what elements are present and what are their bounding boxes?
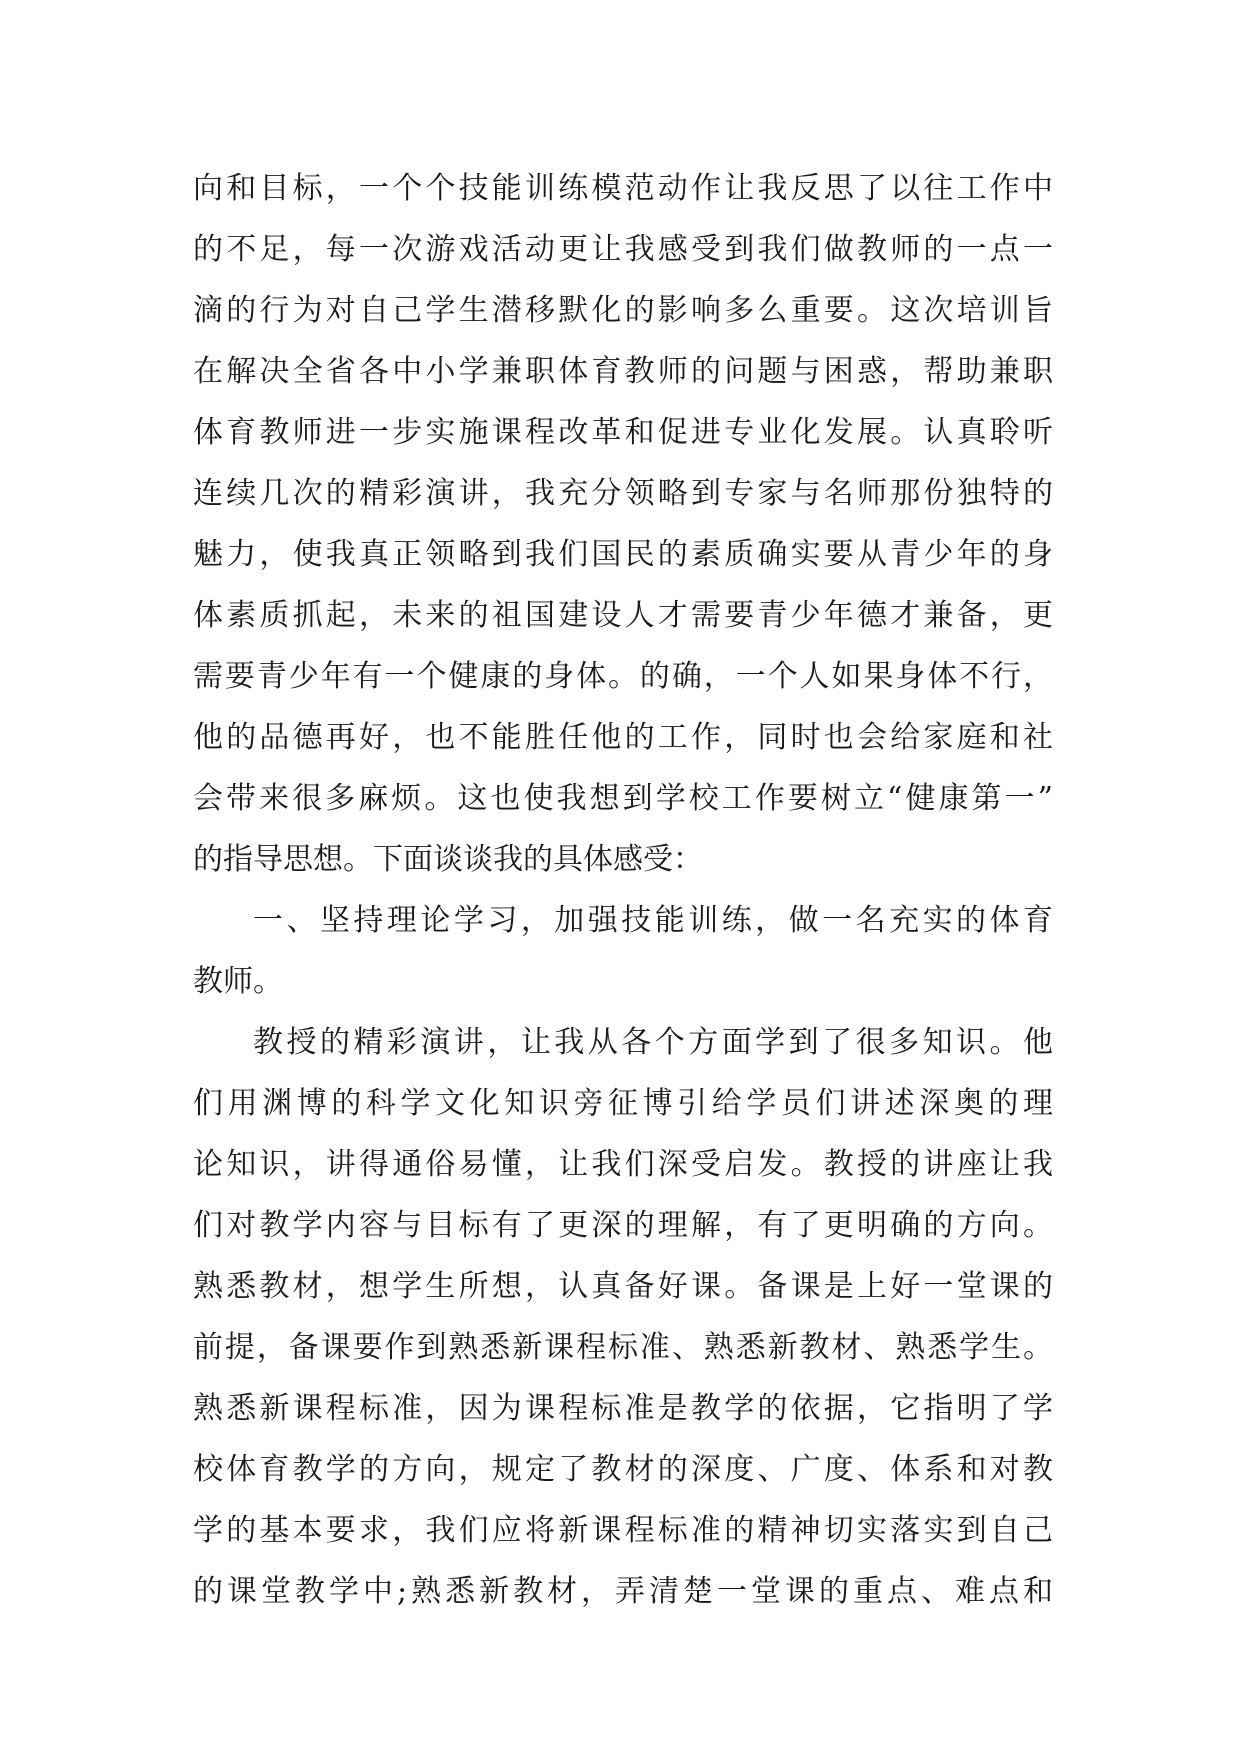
text-line: 们用渊博的科学文化知识旁征博引给学员们讲述深奥的理 [193, 1086, 1053, 1121]
text-line: 连续几次的精彩演讲，我充分领略到专家与名师那份独特的 [193, 476, 1053, 511]
text-line: 学的基本要求，我们应将新课程标准的精神切实落实到自己 [193, 1513, 1053, 1548]
text-line: 教师。 [193, 964, 283, 999]
text-line: 校体育教学的方向，规定了教材的深度、广度、体系和对教 [193, 1452, 1053, 1487]
text-line: 熟悉新课程标准，因为课程标准是教学的依据，它指明了学 [193, 1391, 1053, 1426]
text-line: 熟悉教材，想学生所想，认真备好课。备课是上好一堂课的 [193, 1269, 1053, 1304]
text-line: 体素质抓起，未来的祖国建设人才需要青少年德才兼备，更 [193, 598, 1053, 633]
text-line: 教授的精彩演讲，让我从各个方面学到了很多知识。他 [253, 1025, 1053, 1060]
text-line: 们对教学内容与目标有了更深的理解，有了更明确的方向。 [193, 1208, 1053, 1243]
text-line: 的课堂教学中;熟悉新教材，弄清楚一堂课的重点、难点和 [193, 1574, 1053, 1609]
text-line: 向和目标，一个个技能训练模范动作让我反思了以往工作中 [193, 171, 1053, 206]
text-line: 一、坚持理论学习，加强技能训练，做一名充实的体育 [253, 903, 1053, 938]
text-line: 魅力，使我真正领略到我们国民的素质确实要从青少年的身 [193, 537, 1053, 572]
text-line: 会带来很多麻烦。这也使我想到学校工作要树立“健康第一” [193, 781, 1053, 816]
text-line: 的指导思想。下面谈谈我的具体感受： [193, 842, 703, 877]
text-line: 在解决全省各中小学兼职体育教师的问题与困惑，帮助兼职 [193, 354, 1053, 389]
text-line: 的不足，每一次游戏活动更让我感受到我们做教师的一点一 [193, 232, 1053, 267]
text-line: 前提，备课要作到熟悉新课程标准、熟悉新教材、熟悉学生。 [193, 1330, 1053, 1365]
text-line: 体育教师进一步实施课程改革和促进专业化发展。认真聆听 [193, 415, 1053, 450]
body-text [193, 158, 1053, 1622]
text-line: 滴的行为对自己学生潜移默化的影响多么重要。这次培训旨 [193, 293, 1053, 328]
text-line: 论知识，讲得通俗易懂，让我们深受启发。教授的讲座让我 [193, 1147, 1053, 1182]
text-line: 需要青少年有一个健康的身体。的确，一个人如果身体不行， [193, 659, 1053, 694]
text-line: 他的品德再好，也不能胜任他的工作，同时也会给家庭和社 [193, 720, 1053, 755]
